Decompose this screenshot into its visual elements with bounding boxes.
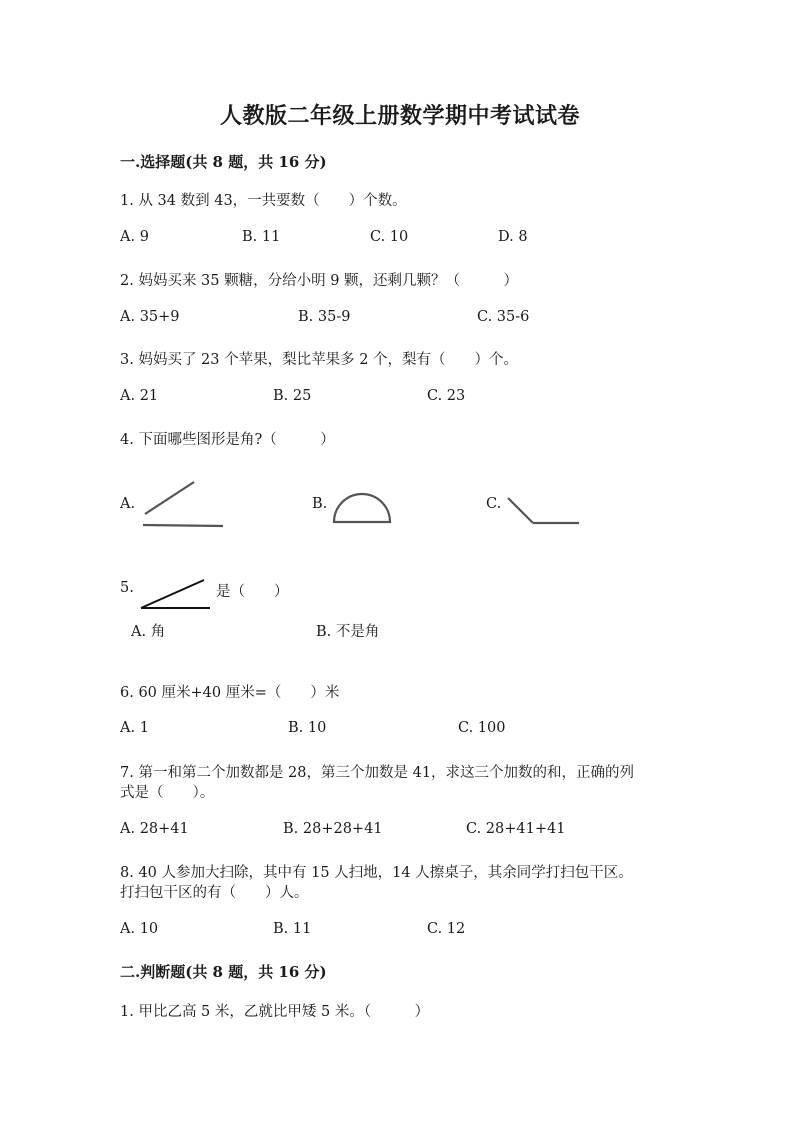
question-2-option-b: B. 35-9 [298, 309, 351, 325]
question-2-option-a: A. 35+9 [120, 309, 180, 325]
question-7-option-b: B. 28+28+41 [283, 821, 383, 837]
question-7-option-c: C. 28+41+41 [466, 821, 566, 837]
question-2-text: 2. 妈妈买来 35 颗糖，分给小明 9 颗，还剩几颗？（ ） [120, 273, 519, 289]
question-1-option-d: D. 8 [498, 229, 528, 245]
question-4-text: 4. 下面哪些图形是角?（ ） [120, 432, 335, 448]
question-8-option-a: A. 10 [120, 921, 159, 937]
question-7-text-line2: 式是（ ）。 [120, 785, 215, 801]
question-2-option-c: C. 35-6 [477, 309, 530, 325]
figure-angle-q5 [138, 576, 214, 612]
judgement-1-text: 1. 甲比乙高 5 米，乙就比甲矮 5 米。（ ） [120, 1004, 430, 1020]
question-1-text: 1. 从 34 数到 43，一共要数（ ）个数。 [120, 193, 407, 209]
question-6-option-b: B. 10 [288, 720, 327, 736]
question-8-option-b: B. 11 [273, 921, 312, 937]
question-8-option-c: C. 12 [427, 921, 466, 937]
question-8-text-line2: 打扫包干区的有（ ）人。 [120, 885, 309, 901]
section-heading-judgement: 二.判断题(共 8 题，共 16 分) [120, 963, 327, 981]
question-6-option-a: A. 1 [120, 720, 149, 736]
question-8-text-line1: 8. 40 人参加大扫除，其中有 15 人扫地，14 人擦桌子，其余同学打扫包干区。 [120, 865, 633, 881]
question-3-option-c: C. 23 [427, 388, 466, 404]
question-4-option-b: B. [312, 496, 328, 512]
question-3-text: 3. 妈妈买了 23 个苹果，梨比苹果多 2 个，梨有（ ）个。 [120, 352, 519, 368]
question-5-option-b: B. 不是角 [316, 624, 380, 640]
question-3-option-a: A. 21 [120, 388, 159, 404]
question-1-option-a: A. 9 [120, 229, 149, 245]
question-3-option-b: B. 25 [273, 388, 312, 404]
question-5-text: 是（ ） [216, 584, 289, 600]
question-6-option-c: C. 100 [458, 720, 506, 736]
question-7-text-line1: 7. 第一和第二个加数都是 28，第三个加数是 41，求这三个加数的和，正确的列 [120, 765, 635, 781]
question-5-option-a: A. 角 [131, 624, 166, 640]
question-7-option-a: A. 28+41 [120, 821, 189, 837]
question-1-option-b: B. 11 [242, 229, 281, 245]
question-4-option-c: C. [486, 496, 502, 512]
figure-angle-a [140, 478, 230, 530]
question-5-number: 5. [120, 580, 134, 596]
section-heading-choice: 一.选择题(共 8 题，共 16 分) [120, 153, 327, 171]
figure-semicircle-b [330, 486, 395, 526]
question-1-option-c: C. 10 [370, 229, 409, 245]
page-title: 人教版二年级上册数学期中考试试卷 [219, 103, 580, 129]
figure-angle-c [505, 495, 583, 527]
question-6-text: 6. 60 厘米+40 厘米=（ ）米 [120, 685, 340, 701]
question-4-option-a: A. [120, 496, 136, 512]
